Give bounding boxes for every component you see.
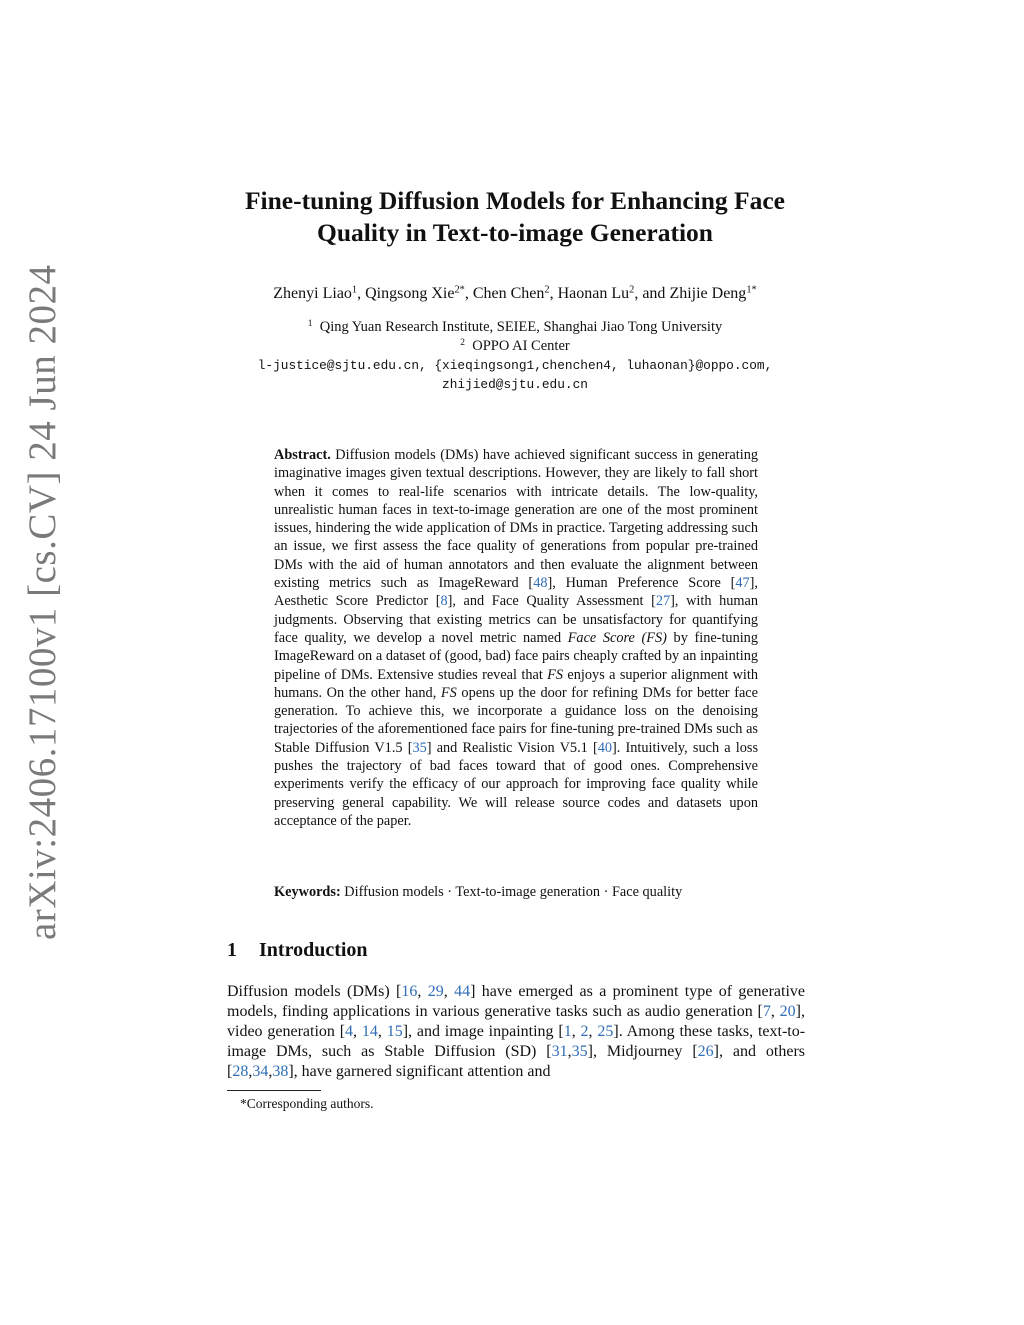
citation-link[interactable]: 25 bbox=[597, 1023, 614, 1041]
citation-link[interactable]: 28 bbox=[232, 1063, 249, 1081]
abstract-label: Abstract. bbox=[274, 447, 331, 463]
arxiv-identifier: arXiv:2406.17100v1 [cs.CV] 24 Jun 2024 bbox=[21, 264, 64, 940]
email-line-2: zhijied@sjtu.edu.cn bbox=[442, 376, 588, 392]
citation-link[interactable]: 15 bbox=[386, 1023, 403, 1041]
title-line-2: Quality in Text-to-image Generation bbox=[317, 218, 713, 247]
affiliation-2: $^2$ OPPO AI Center bbox=[460, 337, 570, 354]
citation-link[interactable]: 20 bbox=[779, 1003, 796, 1021]
author-affiliation-mark: 2 bbox=[544, 284, 550, 296]
section-title: Introduction bbox=[259, 939, 368, 961]
author-affiliation-mark: 1 bbox=[351, 284, 358, 296]
citation-link[interactable]: 27 bbox=[655, 593, 671, 610]
citation-link[interactable]: 31 bbox=[551, 1043, 568, 1061]
keywords bbox=[274, 883, 774, 902]
keywords-text: Diffusion models · Text-to-image generation · Face quality bbox=[344, 884, 683, 900]
section-heading-introduction bbox=[227, 937, 368, 963]
citation-link[interactable]: 35 bbox=[412, 739, 427, 756]
citation-link[interactable]: 40 bbox=[597, 739, 613, 756]
citation-link[interactable]: 7 bbox=[762, 1003, 771, 1021]
citation-link[interactable]: 16 bbox=[401, 983, 418, 1000]
title-line-1: Fine-tuning Diffusion Models for Enhancing Face bbox=[244, 186, 786, 215]
author-affiliation-mark: 2* bbox=[454, 284, 465, 296]
citation-link[interactable]: 29 bbox=[427, 983, 444, 1000]
footnote-rule bbox=[227, 1090, 321, 1091]
introduction-paragraph: Diffusion models (DMs) [16, 29, 44] have emerged as a prominent type of generative models, finding applications in various generative tasks such as audio generation [7, 20], video generation [4, 14, 15], and image inpainting [1, 2, 25]. Among these tasks, text-to-image DMs, such as Stable Diffusion (SD) [31,35], Midjourney [26], and others [28,34,38], have garnered significant attention and bbox=[227, 983, 806, 1081]
italic-term: FS bbox=[440, 684, 457, 701]
author-affiliation-mark: 1* bbox=[746, 284, 757, 296]
citation-link[interactable]: 14 bbox=[361, 1023, 378, 1041]
section-number: 1 bbox=[227, 939, 237, 961]
citation-link[interactable]: 8 bbox=[440, 593, 448, 610]
keywords-label: Keywords: bbox=[274, 884, 341, 900]
email-line-1: l-justice@sjtu.edu.cn, {xieqingsong1,chenchen4, luhaonan}@oppo.com, bbox=[257, 358, 773, 373]
citation-link[interactable]: 38 bbox=[272, 1063, 289, 1081]
paper-title bbox=[200, 185, 830, 249]
author-affiliation-mark: 2 bbox=[629, 284, 635, 296]
author-name: Zhenyi Liao bbox=[273, 285, 352, 302]
author-name: Haonan Lu bbox=[557, 285, 630, 302]
italic-term: FS bbox=[547, 666, 564, 683]
citation-link[interactable]: 48 bbox=[533, 575, 548, 592]
author-name: Zhijie Deng bbox=[669, 285, 747, 302]
citation-link[interactable]: 35 bbox=[571, 1043, 588, 1061]
abstract-body: Diffusion models (DMs) have achieved significant success in generating imaginative images given textual descriptions. However, they are likely to fall short when it comes to real-life scenarios with intricate details. The low-quality, unrealistic human faces in text-to-image generation are one of the most prominent issues, hindering the wide application of DMs in practice. Targeting addressing such an issue, we first assess the face quality of generations from popular pre-trained DMs with the aid of human annotators and then evaluate the alignment between existing metrics such as ImageReward [48], Human Preference Score [47], Aesthetic Score Predictor [8], and Face Quality Assessment [27], with human judgments. Observing that existing metrics can be unsatisfactory for quantifying face quality, we develop a novel metric named Face Score (FS) by fine-tuning ImageReward on a dataset of (good, bad) face pairs cheaply crafted by an inpainting pipeline of DMs. Extensive studies reveal that FS enjoys a superior alignment with humans. On the other hand, FS opens up the door for refining DMs for better face generation. To achieve this, we incorporate a guidance loss on the denoising trajectories of the aforementioned face pairs for fine-tuning pre-trained DMs such as Stable Diffusion V1.5 [35] and Realistic Vision V5.1 [40]. Intuitively, such a loss pushes the trajectory of bad faces toward that of good ones. Comprehensive experiments verify the efficacy of our approach for improving face quality while preserving general capability. We will release source codes and datasets upon acceptance of the paper. bbox=[274, 447, 759, 829]
citation-link[interactable]: 26 bbox=[697, 1043, 714, 1061]
citation-link[interactable]: 44 bbox=[454, 983, 471, 1000]
affiliations bbox=[180, 318, 850, 356]
affiliation-1: $^1$ Qing Yuan Research Institute, SEIEE, Shanghai Jiao Tong University bbox=[307, 318, 723, 335]
citation-link[interactable]: 2 bbox=[580, 1023, 589, 1041]
footnote-corresponding: *Corresponding authors. bbox=[240, 1096, 374, 1111]
italic-term: Face Score (FS) bbox=[567, 629, 667, 646]
author-name: Qingsong Xie bbox=[365, 285, 455, 302]
citation-link[interactable]: 34 bbox=[252, 1063, 269, 1081]
author-emails bbox=[180, 357, 850, 394]
author-name: Chen Chen bbox=[472, 285, 545, 302]
citation-link[interactable]: 1 bbox=[563, 1023, 572, 1041]
citation-link[interactable]: 4 bbox=[345, 1023, 354, 1041]
author-list: Zhenyi Liao$^1$, Qingsong Xie$^{2*}$, Chen Chen$^2$, Haonan Lu$^2$, and Zhijie Deng$^{1*}$ bbox=[273, 284, 757, 302]
abstract bbox=[274, 446, 758, 830]
citation-link[interactable]: 47 bbox=[735, 575, 750, 592]
